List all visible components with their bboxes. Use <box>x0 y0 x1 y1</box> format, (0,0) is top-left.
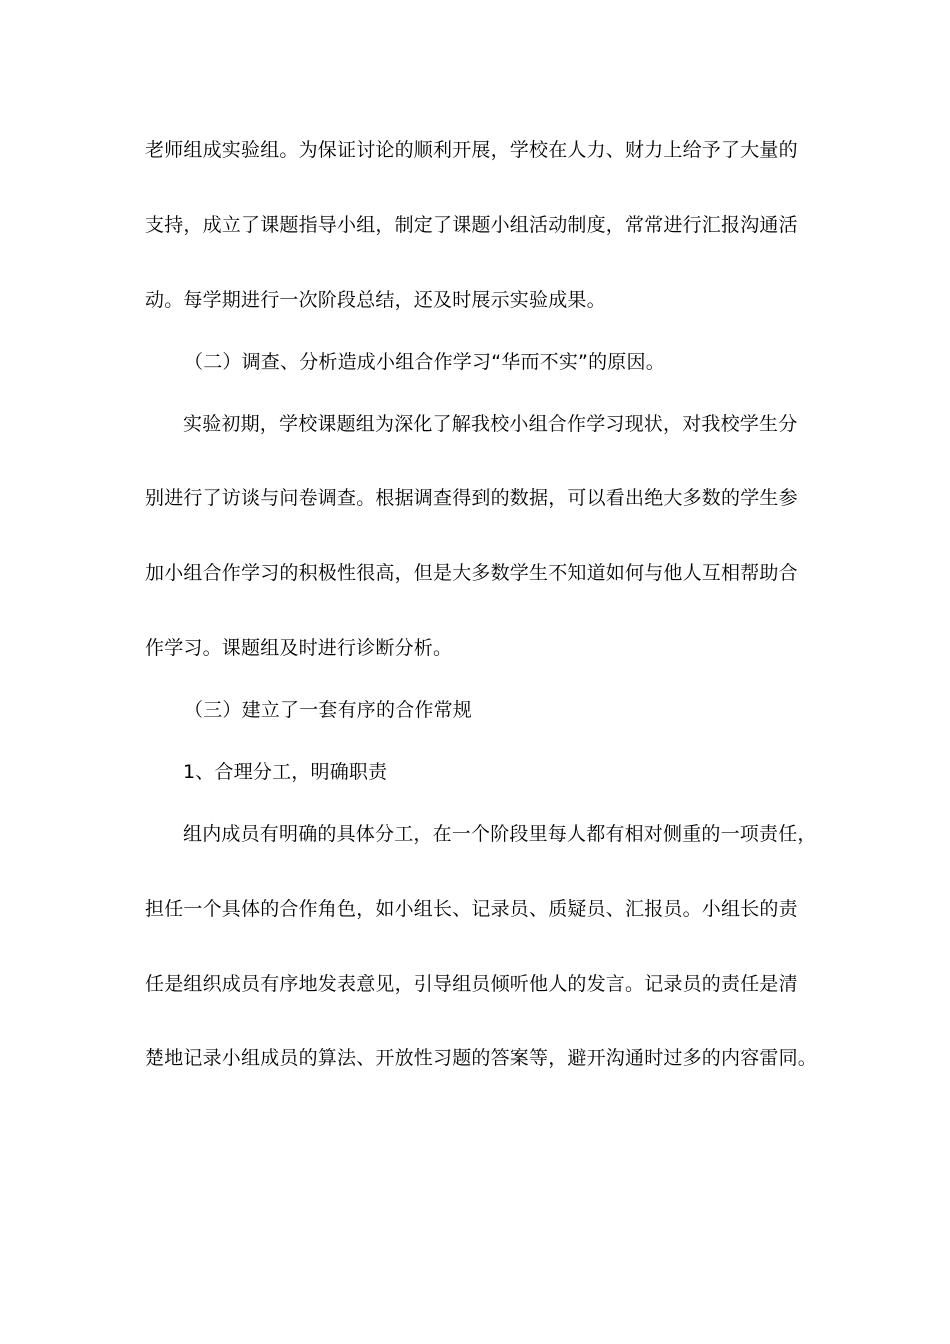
paragraph-1-line-1: 老师组成实验组。为保证讨论的顺利开展，学校在人力、财力上给予了大量的 <box>145 139 798 161</box>
paragraph-2-line-3: 加小组合作学习的积极性很高，但是大多数学生不知道如何与他人互相帮助合 <box>145 562 798 584</box>
section-heading-3: （三）建立了一套有序的合作常规 <box>184 699 473 721</box>
paragraph-3-line-1: 组内成员有明确的具体分工，在一个阶段里每人都有相对侧重的一项责任， <box>183 823 817 845</box>
paragraph-1-line-3: 动。每学期进行一次阶段总结，还及时展示实验成果。 <box>145 289 606 311</box>
paragraph-2-line-2: 别进行了访谈与问卷调查。根据调查得到的数据，可以看出绝大多数的学生参 <box>145 487 798 509</box>
paragraph-1-line-2: 支持，成立了课题指导小组，制定了课题小组活动制度，常常进行汇报沟通活 <box>145 214 798 236</box>
paragraph-3-line-3: 任是组织成员有序地发表意见，引导组员倾听他人的发言。记录员的责任是清 <box>145 973 798 995</box>
paragraph-3-line-2: 担任一个具体的合作角色，如小组长、记录员、质疑员、汇报员。小组长的责 <box>145 898 798 920</box>
paragraph-3-line-4: 楚地记录小组成员的算法、开放性习题的答案等，避开沟通时过多的内容雷同。 <box>145 1047 818 1069</box>
section-heading-2: （二）调查、分析造成小组合作学习“华而不实”的原因。 <box>184 351 665 373</box>
paragraph-2-line-4: 作学习。课题组及时进行诊断分析。 <box>145 637 453 659</box>
paragraph-2-line-1: 实验初期，学校课题组为深化了解我校小组合作学习现状，对我校学生分 <box>183 413 798 435</box>
subheading-1: 1、合理分工，明确职责 <box>183 761 388 783</box>
